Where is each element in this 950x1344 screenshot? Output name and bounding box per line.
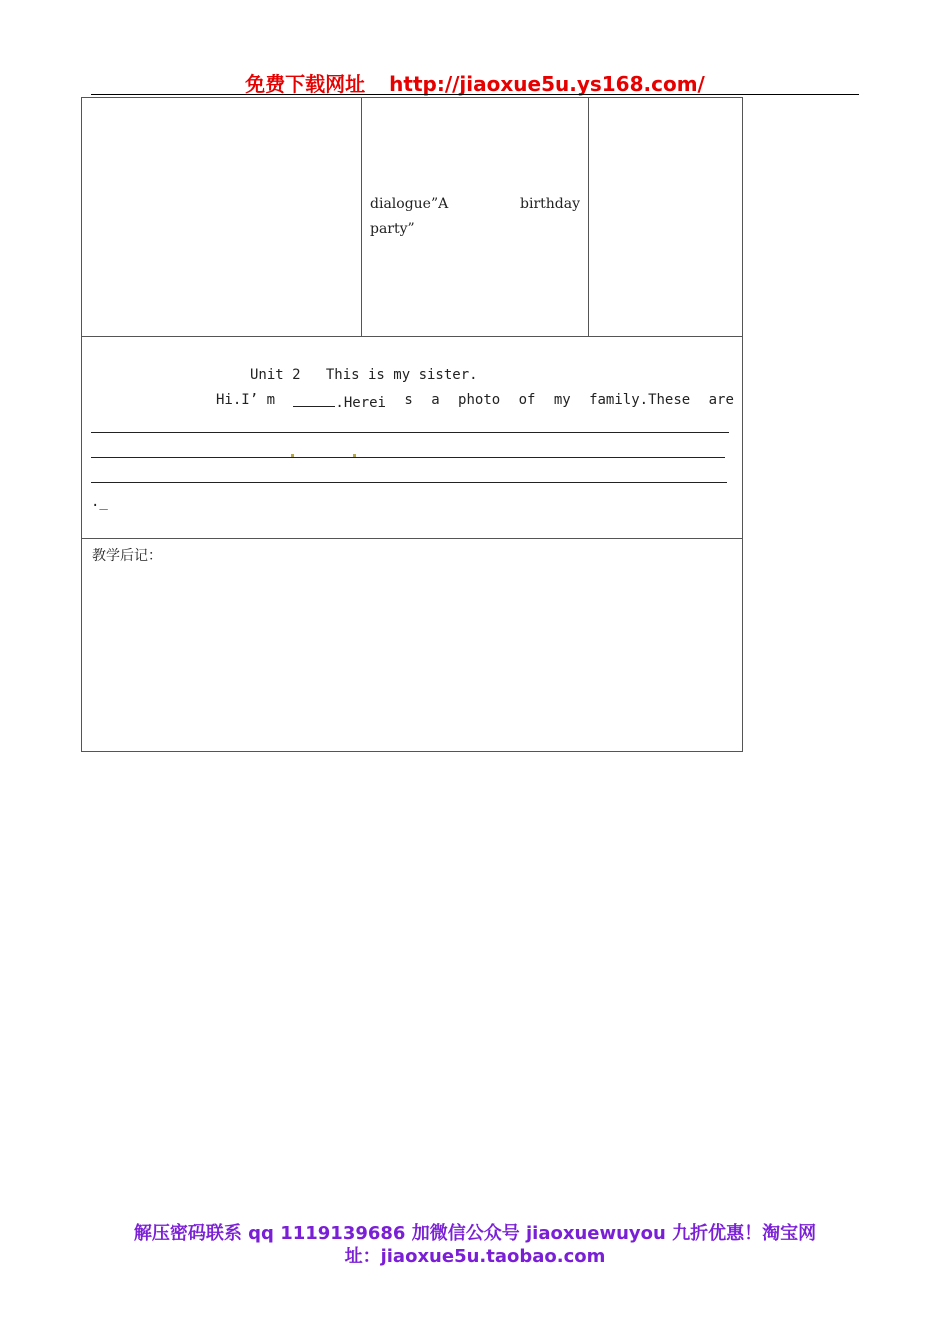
table-row: [82, 98, 743, 337]
dialogue-text: birthday: [520, 196, 580, 212]
download-header: [0, 68, 950, 97]
dialogue-cell: [362, 98, 589, 337]
writing-blank: [293, 392, 386, 411]
dialogue-text: party”: [370, 221, 415, 237]
lesson-table: [81, 97, 743, 752]
writing-line: [91, 457, 725, 458]
prompt-word: photo: [458, 392, 501, 408]
prompt-word: Hi.I’ m: [216, 392, 276, 408]
header-divider: [91, 94, 859, 95]
writing-prompt: [216, 392, 734, 411]
writing-cell: [82, 337, 743, 539]
prompt-word: s: [404, 392, 413, 408]
end-mark: ._: [91, 494, 108, 510]
footer-shop: 址：jiaoxue5u.taobao.com: [344, 1246, 606, 1267]
header-url[interactable]: http://jiaoxue5u.ys168.com/: [389, 72, 705, 96]
footer-contact: 解压密码联系 qq 1119139686 加微信公众号 jiaoxuewuyou 九折优惠！淘宝网: [133, 1223, 817, 1244]
teaching-notes-label: 教学后记：: [92, 548, 162, 564]
prompt-word: family.These: [589, 392, 691, 408]
unit-title: Unit 2 This is my sister.: [250, 367, 478, 383]
table-row: [82, 337, 743, 539]
speck-mark: [353, 454, 356, 457]
notes-cell: [82, 539, 743, 752]
prompt-word: a: [431, 392, 440, 408]
prompt-word: my: [553, 392, 571, 408]
empty-cell: [82, 98, 362, 337]
writing-line: [91, 432, 729, 433]
table-row: [82, 539, 743, 752]
header-label: 免费下载网址: [245, 72, 366, 96]
writing-line: [91, 482, 727, 483]
dialogue-text: dialogue”A: [370, 196, 449, 212]
prompt-word: .Herei: [335, 395, 386, 411]
speck-mark: [291, 454, 294, 457]
prompt-word: are: [708, 392, 734, 408]
empty-cell: [589, 98, 743, 337]
prompt-word: of: [518, 392, 536, 408]
